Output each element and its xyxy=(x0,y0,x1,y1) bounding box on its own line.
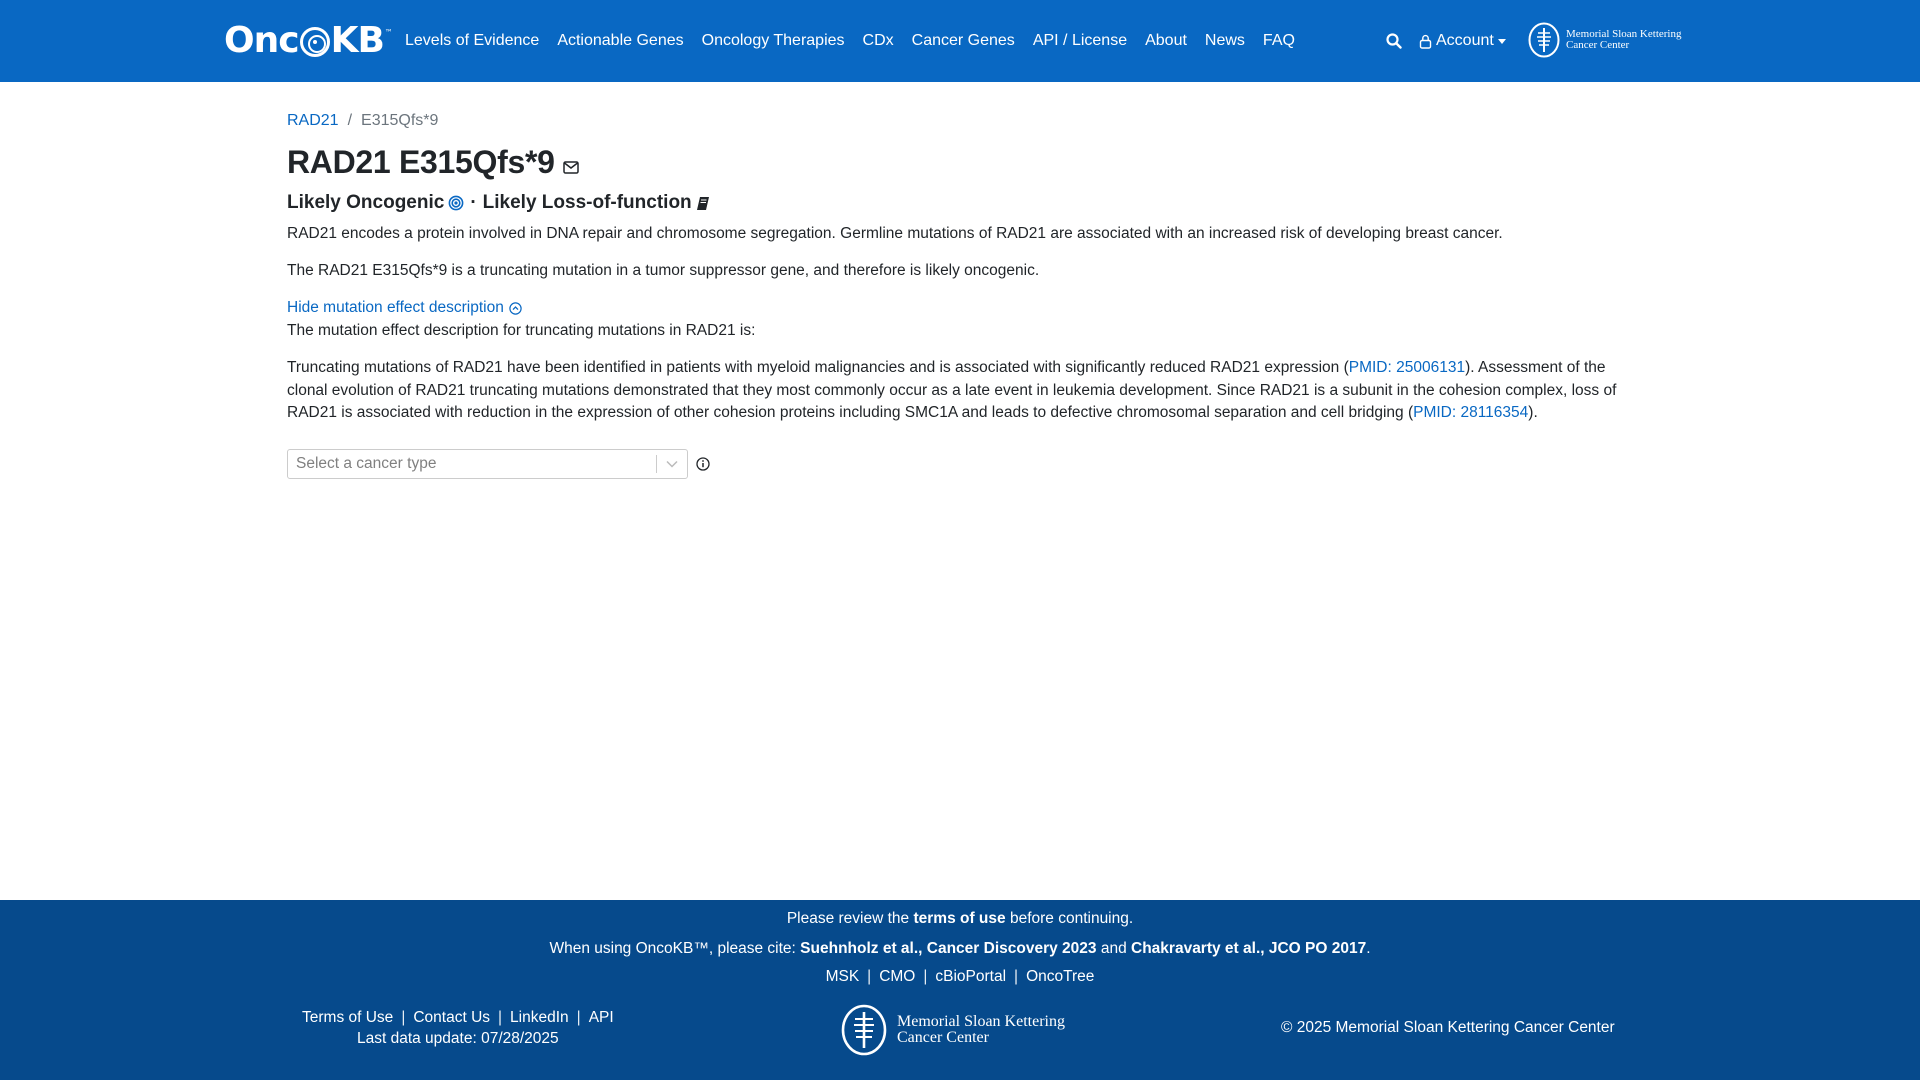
mutation-effect-intro: The mutation effect description for truncating mutations in RAD21 is: xyxy=(287,322,756,339)
external-links xyxy=(0,968,1920,986)
terms-of-use-link[interactable]: terms of use xyxy=(913,910,1006,927)
main-nav xyxy=(405,0,1313,82)
variant-summary: The RAD21 E315Qfs*9 is a truncating mutation in a tumor suppressor gene, and therefore is likely oncogenic. xyxy=(287,262,1040,279)
effect-text-part1: Truncating mutations of RAD21 have been identified in patients with myeloid malignancies and is associated with significantly reduced RAD21 expression ( xyxy=(287,359,1349,376)
chevron-up-circle-icon xyxy=(509,302,522,315)
nav-right-group xyxy=(1385,0,1506,82)
footer-bottom-links xyxy=(302,1007,614,1029)
msk-line1: Memorial Sloan Kettering xyxy=(1566,28,1682,40)
nav-oncology-therapies[interactable]: Oncology Therapies xyxy=(701,32,845,49)
terms-notice xyxy=(0,910,1920,928)
footer-divider: | xyxy=(867,968,872,985)
envelope-icon[interactable] xyxy=(563,161,579,174)
account-menu-button[interactable] xyxy=(1419,32,1506,50)
footer-divider: | xyxy=(576,1009,581,1026)
cancer-type-placeholder: Select a cancer type xyxy=(296,454,437,472)
footer-terms-of-use[interactable]: Terms of Use xyxy=(302,1009,394,1026)
nav-faq[interactable]: FAQ xyxy=(1262,32,1295,49)
search-icon[interactable] xyxy=(1385,32,1403,50)
msk-emblem-icon xyxy=(1528,22,1560,58)
nav-cancer-genes[interactable]: Cancer Genes xyxy=(911,32,1015,49)
lock-icon xyxy=(1419,34,1432,49)
oncogenicity-label: Likely Oncogenic xyxy=(287,192,445,213)
footer-bottom-left xyxy=(302,1007,614,1052)
footer-linkedin[interactable]: LinkedIn xyxy=(510,1009,569,1026)
msk-footer-line1: Memorial Sloan Kettering xyxy=(897,1013,1065,1030)
info-icon[interactable] xyxy=(696,457,710,471)
footer-divider: | xyxy=(401,1009,406,1026)
pmid-link-1[interactable]: PMID: 25006131 xyxy=(1348,359,1466,376)
msk-header-logo[interactable] xyxy=(1528,22,1681,58)
citation-end: . xyxy=(1366,940,1371,957)
nav-actionable-genes[interactable]: Actionable Genes xyxy=(557,32,684,49)
dot-separator: · xyxy=(470,192,477,213)
footer-link-cmo[interactable]: CMO xyxy=(879,968,916,985)
oncokb-logo[interactable] xyxy=(224,18,392,64)
last-data-update: Last data update: 07/28/2025 xyxy=(356,1030,559,1047)
nav-api-license[interactable]: API / License xyxy=(1032,32,1128,49)
msk-line2: Cancer Center xyxy=(1566,39,1630,51)
footer-divider: | xyxy=(498,1009,503,1026)
pmid-link-2[interactable]: PMID: 28116354 xyxy=(1413,404,1529,421)
nav-about[interactable]: About xyxy=(1145,32,1187,49)
msk-footer-logo[interactable] xyxy=(841,1004,1065,1056)
chevron-down-icon[interactable] xyxy=(657,450,687,478)
footer-contact-us[interactable]: Contact Us xyxy=(413,1009,491,1026)
nav-levels-of-evidence[interactable]: Levels of Evidence xyxy=(405,32,540,49)
effect-text-part3: ). xyxy=(1528,404,1538,421)
trademark-symbol: ™ xyxy=(384,28,392,37)
footer-link-cbioportal[interactable]: cBioPortal xyxy=(935,968,1007,985)
footer-divider: | xyxy=(923,968,928,985)
citation-link-2[interactable]: Chakravarty et al., JCO PO 2017 xyxy=(1131,940,1367,957)
citation-link-1[interactable]: Suehnholz et al., Cancer Discovery 2023 xyxy=(800,940,1097,957)
citation-prefix: When using OncoKB™, please cite: xyxy=(549,940,801,957)
effect-text-part2: ). Assessment of the clonal evolution of RAD21 truncating mutations demonstrated that they most commonly occur as a late event in leukemia development. Since RAD21 is a subunit in the cohesion complex, loss of RAD21 is associated with reduction in the expression of other cohesion proteins including SMC1A and leads to defective chromosomal separation and cell bridging ( xyxy=(287,359,1617,421)
target-icon xyxy=(300,27,330,57)
account-label: Account xyxy=(1436,32,1494,49)
mutation-effect-description xyxy=(287,357,1637,425)
main-content xyxy=(287,108,1637,479)
msk-footer-wordmark xyxy=(897,1014,1065,1046)
footer-link-oncotree[interactable]: OncoTree xyxy=(1026,968,1095,985)
breadcrumb-current: E315Qfs*9 xyxy=(361,112,439,129)
cancer-type-select[interactable] xyxy=(287,449,688,479)
toggle-label: Hide mutation effect description xyxy=(287,299,504,316)
copyright: © 2025 Memorial Sloan Kettering Cancer Center xyxy=(1281,1019,1615,1036)
breadcrumb xyxy=(287,108,1637,134)
msk-footer-line2: Cancer Center xyxy=(897,1029,989,1046)
breadcrumb-gene-link[interactable]: RAD21 xyxy=(287,112,339,129)
oncogenic-target-icon xyxy=(448,195,464,211)
breadcrumb-separator: / xyxy=(347,112,353,129)
caret-down-icon xyxy=(1498,39,1506,44)
top-navbar xyxy=(0,0,1920,82)
brand-wordmark: Onc KB ™ xyxy=(224,20,392,61)
cancer-type-row xyxy=(287,449,1637,479)
msk-header-wordmark xyxy=(1566,29,1681,51)
hide-mutation-effect-toggle[interactable] xyxy=(287,298,1637,318)
terms-notice-prefix: Please review the xyxy=(786,910,914,927)
nav-news[interactable]: News xyxy=(1204,32,1245,49)
footer-api[interactable]: API xyxy=(588,1009,614,1026)
nav-cdx[interactable]: CDx xyxy=(862,32,894,49)
footer-link-msk[interactable]: MSK xyxy=(825,968,860,985)
page-title: RAD21 E315Qfs*9 xyxy=(287,143,555,180)
book-icon[interactable] xyxy=(696,196,710,211)
gene-summary: RAD21 encodes a protein involved in DNA repair and chromosome segregation. Germline mutations of RAD21 are associated with an increased risk of developing breast cancer. xyxy=(287,225,1503,242)
msk-emblem-icon xyxy=(841,1004,887,1056)
citation-and: and xyxy=(1096,940,1132,957)
classification-row xyxy=(287,190,1637,216)
mutation-effect-label: Likely Loss-of-function xyxy=(482,192,692,213)
footer-divider: | xyxy=(1014,968,1019,985)
title-row xyxy=(287,142,1637,182)
citation-notice xyxy=(0,940,1920,958)
terms-notice-suffix: before continuing. xyxy=(1005,910,1134,927)
footer xyxy=(0,900,1920,1080)
